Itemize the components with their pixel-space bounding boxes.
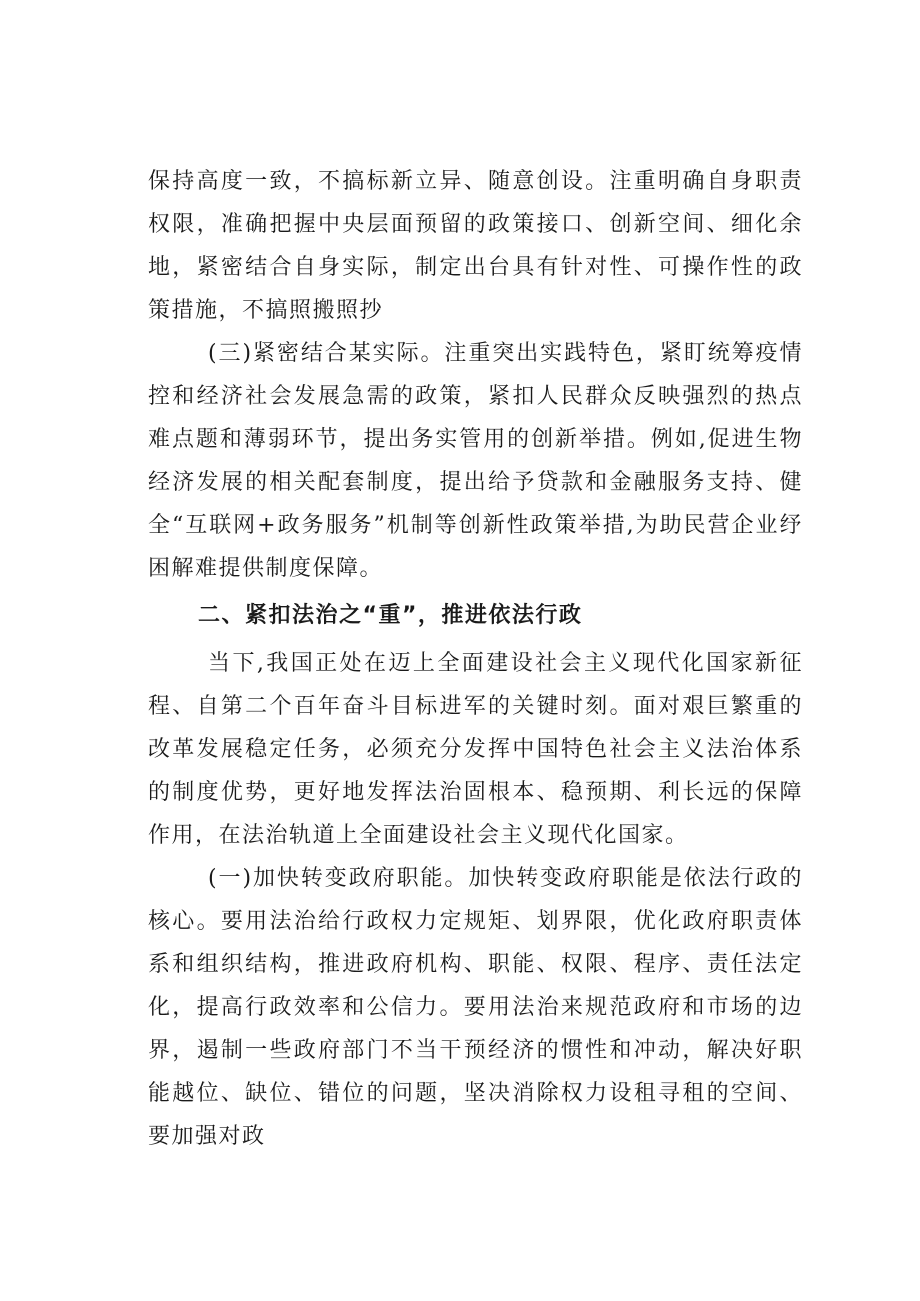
document-body <box>148 160 803 1158</box>
paragraph-government-functions: (一)加快转变政府职能。加快转变政府职能是依法行政的核心。要用法治给行政权力定规矩、划界限，优化政府职责体系和组织结构，推进政府机构、职能、权限、程序、责任法定化，提高行政效率和公信力。要用法治来规范政府和市场的边界，遏制一些政府部门不当干预经济的惯性和冲动，解决好职能越位、缺位、错位的问题，坚决消除权力设租寻租的空间、要加强对政 <box>148 866 803 1149</box>
section-heading-two: 二、紧扣法治之“重”，推进依法行政 <box>198 603 583 628</box>
paragraph-rule-of-law: 当下,我国正处在迈上全面建设社会主义现代化国家新征程、自第二个百年奋斗目标进军的关键时刻。面对艰巨繁重的改革发展稳定任务，必须充分发挥中国特色社会主义法治体系的制度优势，更好地发挥法治固根本、稳预期、利长远的保障作用，在法治轨道上全面建设社会主义现代化国家。 <box>148 651 803 848</box>
paragraph-section-three: (三)紧密结合某实际。注重突出实践特色，紧盯统筹疫情控和经济社会发展急需的政策，紧扣人民群众反映强烈的热点难点题和薄弱环节，提出务实管用的创新举措。例如,促进生物经济发展的相关配套制度，提出给予贷款和金融服务支持、健全“互联网+政务服务”机制等创新性政策举措,为助民营企业纾困解难提供制度保障。 <box>148 341 803 581</box>
paragraph-continuation: 保持高度一致，不搞标新立异、随意创设。注重明确自身职责权限，准确把握中央层面预留的政策接口、创新空间、细化余地，紧密结合自身实际，制定出台具有针对性、可操作性的政策措施，不搞照搬照抄 <box>148 169 803 323</box>
